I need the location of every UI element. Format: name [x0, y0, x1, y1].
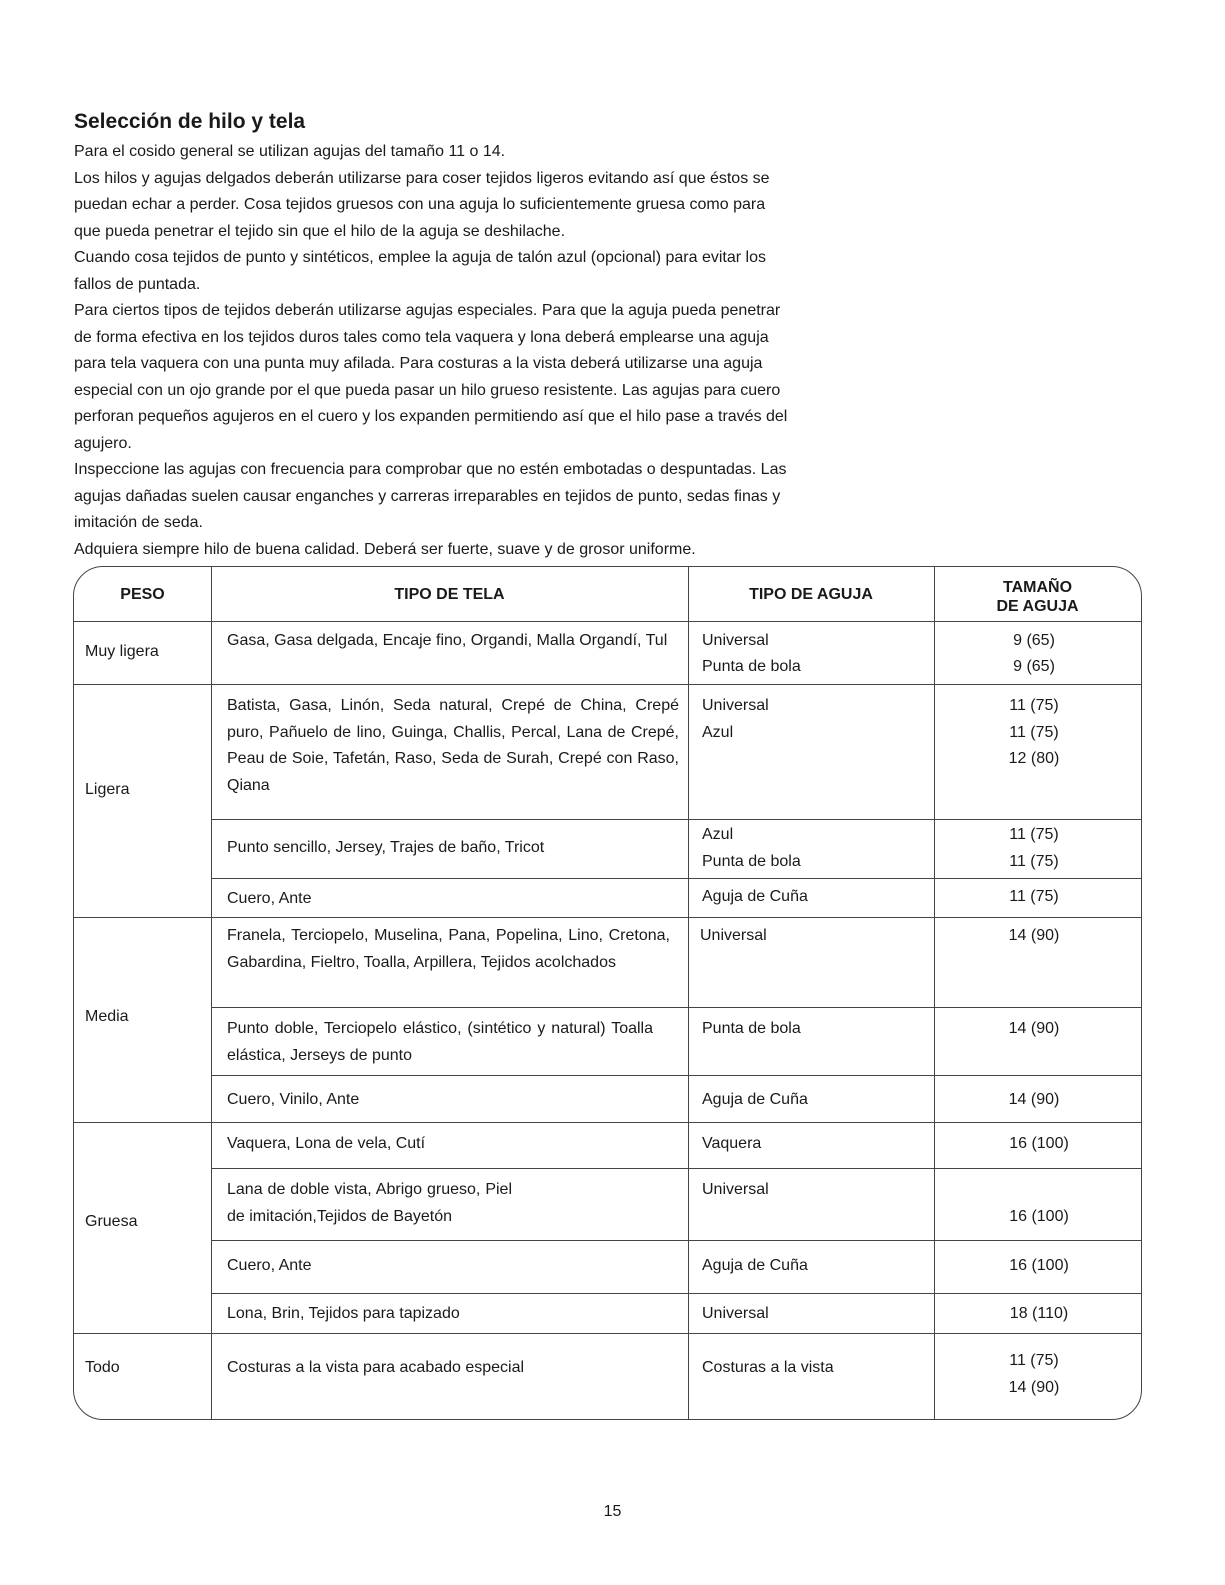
row-divider: [74, 1122, 1141, 1123]
header-tipo-de-aguja: TIPO DE AGUJA: [749, 586, 873, 603]
fabric-cell: Cuero, Ante: [227, 1257, 312, 1274]
needle-size-cell: 14 (90): [1008, 1379, 1060, 1396]
fabric-cell: Franela, Terciopelo, Muselina, Pana, Popelina, Lino, Cretona, Gabardina, Fieltro, Toalla, Arpillera, Tejidos acolchados: [227, 927, 670, 971]
intro-line: fallos de puntada.: [74, 275, 201, 293]
intro-line: perforan pequeños agujeros en el cuero y los expanden permitiendo así que el hilo pase a través del: [74, 408, 788, 425]
intro-line: puedan echar a perder. Cosa tejidos gruesos con una aguja lo suficientemente gruesa como para: [74, 196, 766, 213]
needle-size-cell: 11 (75): [1009, 853, 1059, 870]
fabric-cell: Punto sencillo, Jersey, Trajes de baño, Tricot: [227, 839, 545, 856]
page-title: Selección de hilo y tela: [74, 110, 306, 133]
needle-type-cell: Vaquera: [702, 1135, 762, 1152]
fabric-cell: Costuras a la vista para acabado especial: [227, 1359, 525, 1376]
intro-line: Inspeccione las agujas con frecuencia para comprobar que no estén embotadas o despuntadas. Las: [74, 461, 787, 478]
weight-label: Gruesa: [85, 1213, 138, 1230]
row-divider: [74, 917, 1141, 918]
row-divider: [211, 1293, 1141, 1294]
needle-type-cell: Universal: [702, 1181, 769, 1198]
intro-text: [74, 139, 954, 563]
needle-size-cell: 11 (75): [1009, 888, 1059, 905]
row-divider: [211, 819, 1141, 820]
weight-label: Media: [85, 1008, 129, 1025]
needle-type-cell: Punta de bola: [702, 658, 801, 675]
intro-line: Para ciertos tipos de tejidos deberán utilizarse agujas especiales. Para que la aguja pueda penetrar: [74, 302, 781, 319]
row-divider: [211, 1240, 1141, 1241]
needle-type-cell: Universal: [702, 1305, 769, 1322]
intro-line: agujero.: [74, 434, 132, 452]
needle-size-cell: 18 (110): [1009, 1305, 1069, 1322]
needle-type-cell: Punta de bola: [702, 853, 801, 870]
needle-type-cell: Aguja de Cuña: [702, 1091, 808, 1108]
fabric-cell: Cuero, Ante: [227, 890, 312, 907]
row-divider: [211, 1007, 1141, 1008]
needle-type-cell: Aguja de Cuña: [702, 1257, 808, 1274]
row-divider: [211, 1168, 1141, 1169]
fabric-cell: Lana de doble vista, Abrigo grueso, Piel de imitación,Tejidos de Bayetón: [227, 1181, 512, 1225]
row-divider: [211, 878, 1141, 879]
needle-type-cell: Costuras a la vista: [702, 1359, 834, 1376]
needle-size-cell: 9 (65): [1013, 632, 1055, 649]
column-divider: [688, 567, 689, 1419]
needle-size-cell: 11 (75): [1009, 697, 1059, 714]
intro-line: Los hilos y agujas delgados deberán utilizarse para coser tejidos ligeros evitando así que éstos se: [74, 169, 770, 187]
intro-line: Para el cosido general se utilizan agujas del tamaño 11 o 14.: [74, 143, 506, 160]
page-number: 15: [603, 1503, 622, 1520]
needle-size-cell: 11 (75): [1009, 826, 1059, 843]
fabric-cell: Gasa, Gasa delgada, Encaje fino, Organdi, Malla Organdí, Tul: [227, 632, 668, 649]
needle-type-cell: Punta de bola: [702, 1020, 801, 1037]
row-divider: [211, 1075, 1141, 1076]
needle-size-cell: 12 (80): [1008, 750, 1060, 767]
weight-label: Muy ligera: [85, 643, 159, 660]
needle-type-cell: Azul: [702, 724, 734, 741]
needle-size-cell: 9 (65): [1013, 658, 1055, 675]
intro-line: de forma efectiva en los tejidos duros tales como tela vaquera y lona deberá emplearse una aguja: [74, 328, 769, 346]
header-tamano-line: TAMAÑO: [1002, 579, 1073, 596]
needle-type-cell: Universal: [702, 632, 769, 649]
column-divider: [211, 567, 212, 1419]
needle-size-cell: 16 (100): [1009, 1208, 1069, 1225]
row-divider: [74, 684, 1141, 685]
header-peso: PESO: [120, 586, 165, 603]
intro-line: especial con un ojo grande por el que pueda pasar un hilo grueso resistente. Las agujas para cuero: [74, 381, 781, 399]
intro-line: imitación de seda.: [74, 514, 203, 531]
row-divider: [74, 621, 1141, 622]
header-tamano-line: DE AGUJA: [996, 598, 1079, 615]
needle-size-cell: 16 (100): [1009, 1135, 1069, 1152]
fabric-cell: Lona, Brin, Tejidos para tapizado: [227, 1305, 460, 1322]
needle-type-cell: Azul: [702, 826, 734, 843]
weight-label: Ligera: [85, 781, 130, 798]
needle-type-cell: Aguja de Cuña: [702, 888, 808, 905]
needle-size-cell: 11 (75): [1009, 1352, 1059, 1369]
intro-line: agujas dañadas suelen causar enganches y carreras irreparables en tejidos de punto, sedas finas y: [74, 487, 781, 505]
needle-type-cell: Universal: [700, 927, 767, 944]
intro-line: Cuando cosa tejidos de punto y sintéticos, emplee la aguja de talón azul (opcional) para evitar los: [74, 249, 766, 266]
needle-size-cell: 14 (90): [1008, 1020, 1060, 1037]
fabric-cell: Punto doble, Terciopelo elástico, (sintético y natural) Toalla elástica, Jerseys de punto: [227, 1020, 653, 1064]
intro-line: para tela vaquera con una punta muy afilada. Para costuras a la vista deberá utilizarse una aguja: [74, 355, 763, 372]
needle-size-cell: 14 (90): [1008, 1091, 1060, 1108]
column-divider: [934, 567, 935, 1419]
fabric-cell: Vaquera, Lona de vela, Cutí: [227, 1135, 426, 1152]
needle-size-cell: 11 (75): [1009, 724, 1059, 741]
fabric-cell: Batista, Gasa, Linón, Seda natural, Crepé de China, Crepé puro, Pañuelo de lino, Guinga, Challis, Percal, Lana de Crepé, Peau de Soie, Tafetán, Raso, Seda de Surah, Crepé con Raso, Qiana: [227, 697, 679, 794]
needle-size-cell: 14 (90): [1008, 927, 1060, 944]
header-tipo-de-tela: TIPO DE TELA: [394, 586, 505, 603]
intro-line: que pueda penetrar el tejido sin que el hilo de la aguja se deshilache.: [74, 222, 566, 240]
needle-selection-table: [73, 566, 1142, 1420]
intro-line: Adquiera siempre hilo de buena calidad. Deberá ser fuerte, suave y de grosor uniforme.: [74, 540, 696, 558]
weight-label: Todo: [85, 1359, 120, 1376]
header-tamano: [934, 578, 1141, 616]
fabric-cell: Cuero, Vinilo, Ante: [227, 1091, 360, 1108]
needle-size-cell: 16 (100): [1009, 1257, 1069, 1274]
row-divider: [74, 1333, 1141, 1334]
needle-type-cell: Universal: [702, 697, 769, 714]
